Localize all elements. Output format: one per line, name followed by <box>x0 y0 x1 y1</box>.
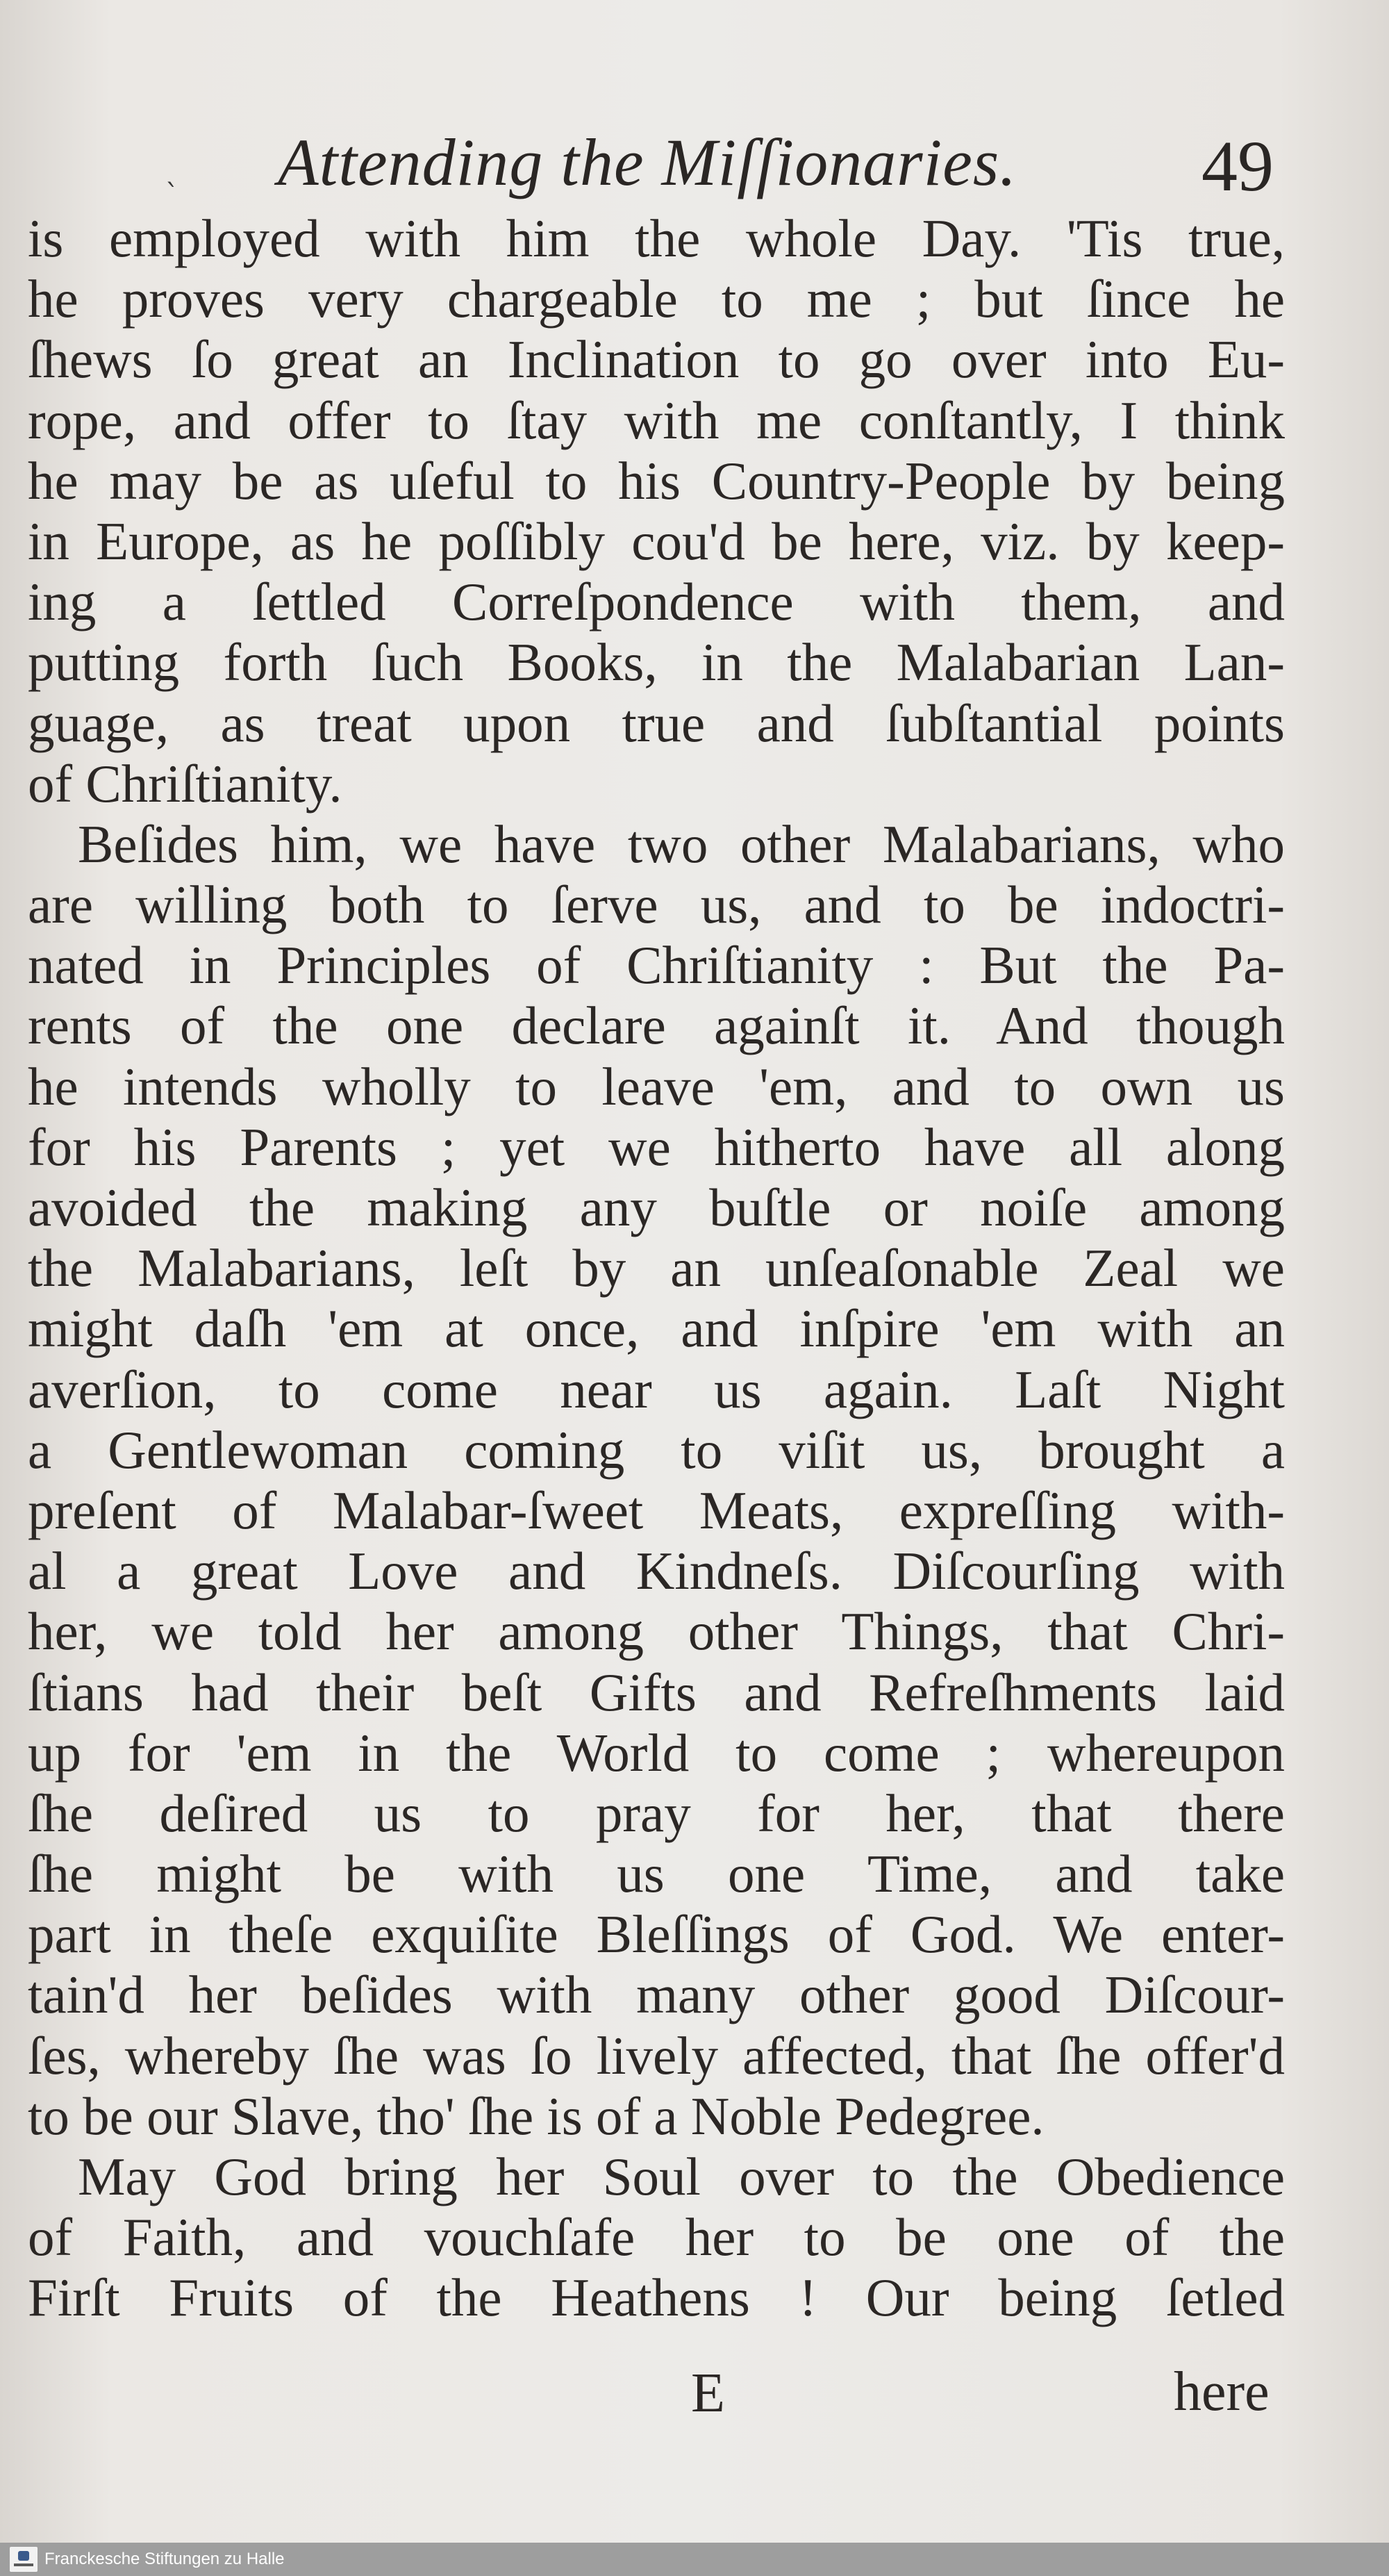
running-title: Attending the Miſſionaries. <box>278 125 1017 199</box>
text-line: ing a ſettled Correſpondence with them, and <box>28 572 1285 632</box>
text-line: rope, and offer to ſtay with me conſtantly, I think <box>28 390 1285 450</box>
ink-mark: ˋ <box>165 179 179 211</box>
text-line: in Europe, as he poſſibly cou'd be here, viz. by keep- <box>28 511 1285 571</box>
text-line: he proves very chargeable to me ; but ſince he <box>28 269 1285 329</box>
footer-bar <box>0 2543 1389 2576</box>
text-line: he may be as uſeful to his Country-People by being <box>28 450 1285 511</box>
text-line: ſhews ſo great an Inclination to go over into Eu- <box>28 329 1285 390</box>
text-line: a Gentlewoman coming to viſit us, brought a <box>28 1419 1285 1480</box>
text-line: Firſt Fruits of the Heathens ! Our being ſetled <box>28 2268 1285 2328</box>
text-line: putting forth ſuch Books, in the Malabarian Lan- <box>28 632 1285 693</box>
text-line: for his Parents ; yet we hitherto have all along <box>28 1116 1285 1177</box>
text-line: might daſh 'em at once, and inſpire 'em with an <box>28 1298 1285 1359</box>
text-line: ſes, whereby ſhe was ſo lively affected, that ſhe offer'd <box>28 2025 1285 2086</box>
text-line: averſion, to come near us again. Laſt Night <box>28 1359 1285 1419</box>
catchword: here <box>1174 2361 1270 2422</box>
signature-mark: E <box>691 2363 725 2424</box>
text-line: tain'd her beſides with many other good Diſcour- <box>28 1965 1285 2025</box>
text-line: to be our Slave, tho' ſhe is of a Noble Pedegree. <box>28 2086 1045 2146</box>
text-line: up for 'em in the World to come ; whereupon <box>28 1722 1285 1783</box>
text-line: are willing both to ſerve us, and to be indoctri- <box>28 875 1285 935</box>
text-line: he intends wholly to leave 'em, and to own us <box>28 1056 1285 1116</box>
page-header <box>0 104 1389 211</box>
body-text <box>28 208 1285 2329</box>
text-line: ſhe might be with us one Time, and take <box>28 1844 1285 1904</box>
text-line: guage, as treat upon true and ſubſtantial points <box>28 693 1285 753</box>
footer-institution: Franckesche Stiftungen zu Halle <box>44 2550 285 2568</box>
text-line: nated in Principles of Chriſtianity : But the Pa- <box>28 935 1285 996</box>
text-line: Beſides him, we have two other Malabarians, who <box>78 814 1285 874</box>
text-line: part in theſe exquiſite Bleſſings of God. We enter- <box>28 1904 1285 1965</box>
text-line: May God bring her Soul over to the Obedience <box>78 2147 1285 2206</box>
text-line: ſtians had their beſt Gifts and Refreſhments laid <box>28 1662 1285 1722</box>
page-number: 49 <box>1201 126 1274 206</box>
text-line: al a great Love and Kindneſs. Diſcourſing with <box>28 1541 1285 1601</box>
text-line: rents of the one declare againſt it. And though <box>28 996 1285 1056</box>
text-line: of Faith, and vouchſafe her to be one of the <box>28 2207 1285 2268</box>
text-line: preſent of Malabar-ſweet Meats, expreſſing with- <box>28 1480 1285 1540</box>
text-line: the Malabarians, leſt by an unſeaſonable Zeal we <box>28 1238 1285 1298</box>
text-line: avoided the making any buſtle or noiſe among <box>28 1178 1285 1237</box>
institution-logo-icon <box>10 2547 38 2572</box>
text-line: of Chriſtianity. <box>28 753 342 814</box>
text-line: her, we told her among other Things, that Chri- <box>28 1601 1285 1662</box>
text-line: ſhe deſired us to pray for her, that there <box>28 1783 1285 1843</box>
text-line: is employed with him the whole Day. 'Tis true, <box>28 208 1285 268</box>
